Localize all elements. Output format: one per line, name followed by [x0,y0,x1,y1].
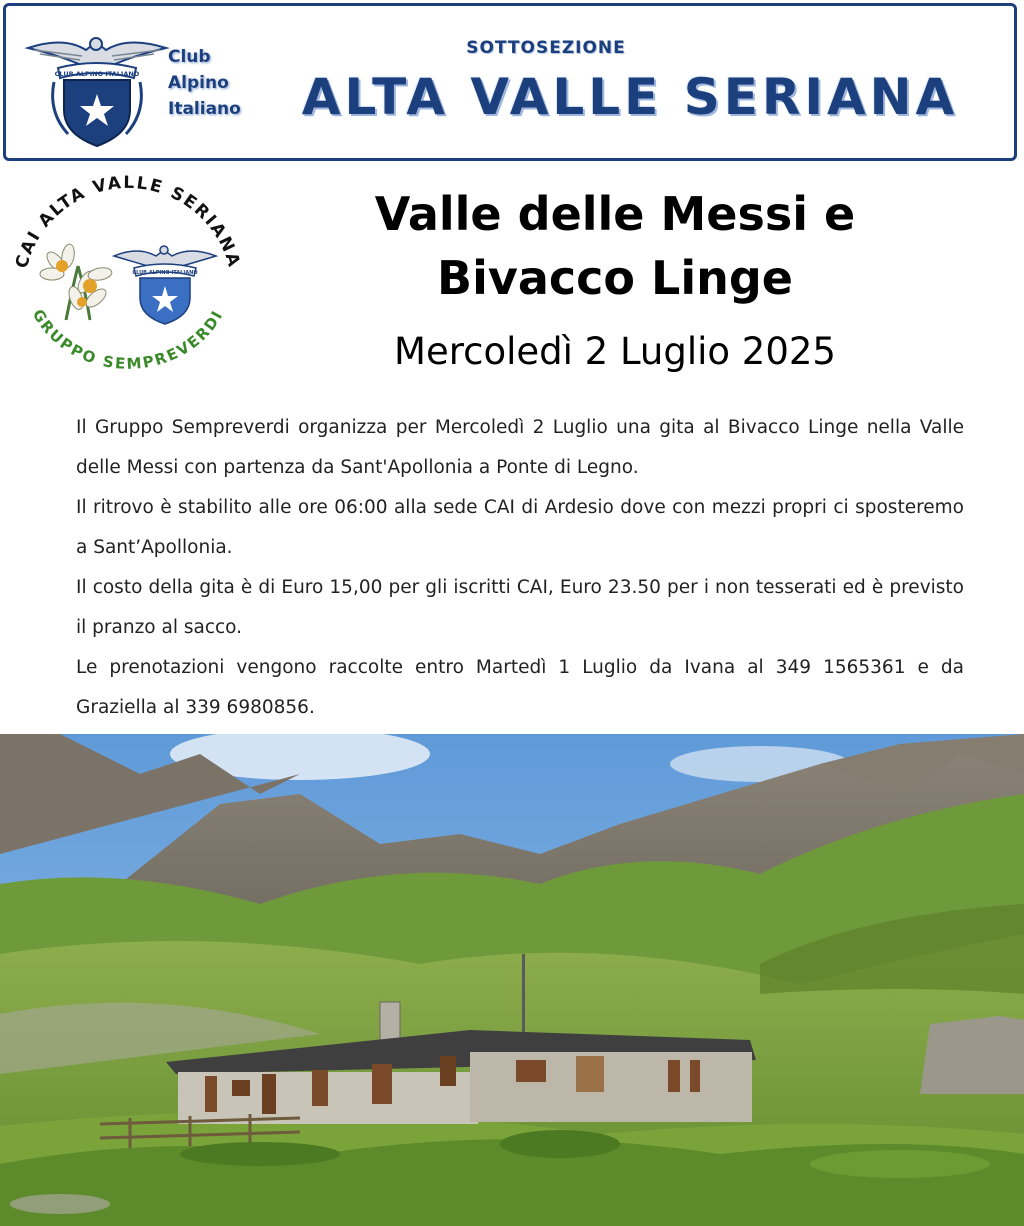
paragraph: Il costo della gita è di Euro 15,00 per gli iscritti CAI, Euro 23.50 per i non tesserati ed è previsto il pranzo al sacco. [76,577,964,638]
logo-arc-top: CAI ALTA VALLE SERIANA [11,172,245,271]
cai-eagle-shield-icon [24,32,170,150]
club-line: Italiano [168,99,241,119]
paragraph: Il ritrovo è stabilito alle ore 06:00 alla sede CAI di Ardesio dove con mezzi propri ci sposteremo a Sant’Apollonia. [76,497,964,558]
gruppo-sempreverdi-logo [6,170,250,392]
event-title-line: Valle delle Messi e [374,187,856,241]
logo-ribbon-text: CLUB ALPINO ITALIANO [132,270,198,276]
event-title-line: Bivacco Linge [437,251,793,305]
club-line: Alpino [168,73,229,93]
paragraph: Il Gruppo Sempreverdi organizza per Mercoledì 2 Luglio una gita al Bivacco Linge nella Valle delle Messi con partenza da Sant'Apollonia a Ponte di Legno. [76,417,964,478]
event-title [290,182,940,310]
bivacco-linge-photo [0,734,1024,1226]
event-date: Mercoledì 2 Luglio 2025 [394,330,836,373]
club-alpino-italiano-wordmark [168,44,278,122]
club-line: Club [168,47,211,67]
edelweiss-icon [40,243,113,320]
paragraph: Le prenotazioni vengono raccolte entro Martedì 1 Luglio da Ivana al 349 1565361 e da Graziella al 339 6980856. [76,657,964,718]
logo-ribbon-text: CLUB ALPINO ITALIANO [54,70,140,78]
header-banner [3,3,1017,161]
event-description [76,408,964,728]
sottosezione-label: SOTTOSEZIONE [466,38,626,58]
section-name: ALTA VALLE SERIANA [301,68,959,126]
svg-text:GRUPPO SEMPREVERDI [29,306,227,373]
cai-eagle-shield-icon [114,246,216,324]
logo-arc-bottom: GRUPPO SEMPREVERDI [28,306,228,374]
